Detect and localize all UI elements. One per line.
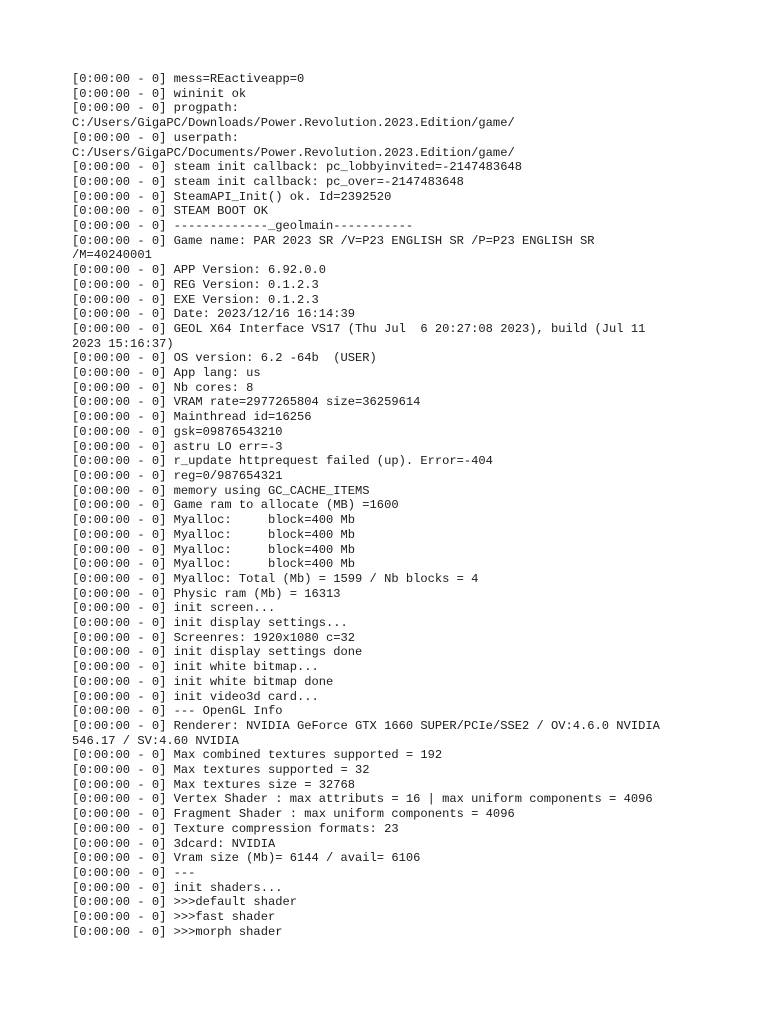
log-line-text: [0:00:00 - 0] init white bitmap...: [72, 660, 319, 675]
log-entry: [72, 675, 712, 690]
log-entry: [72, 572, 712, 587]
log-line-text: [0:00:00 - 0] >>>morph shader: [72, 924, 283, 939]
log-line-text: [0:00:00 - 0] 3dcard: NVIDIA: [72, 836, 276, 851]
log-line-text: [0:00:00 - 0] Mainthread id=16256: [72, 410, 312, 425]
log-entry: [72, 513, 712, 528]
log-line-text: [0:00:00 - 0] init shaders...: [72, 880, 283, 895]
log-entry: [72, 263, 712, 278]
log-entry: [72, 792, 712, 807]
log-entry: [72, 778, 712, 793]
log-line-text: [0:00:00 - 0] App lang: us: [72, 366, 261, 381]
log-entry: [72, 807, 712, 822]
log-line-text: [0:00:00 - 0] Vram size (Mb)= 6144 / avail= 6106: [72, 851, 421, 866]
log-line-text: [0:00:00 - 0] Vertex Shader : max attributs = 16 | max uniform components = 4096: [72, 792, 653, 807]
log-line-text: [0:00:00 - 0] GEOL X64 Interface VS17 (Thu Jul 6 20:27:08 2023), build (Jul 11: [72, 321, 646, 336]
log-entry: [72, 101, 712, 130]
log-line-text: [0:00:00 - 0] Renderer: NVIDIA GeForce GTX 1660 SUPER/PCIe/SSE2 / OV:4.6.0 NVIDIA: [72, 718, 660, 733]
log-line-text: [0:00:00 - 0] APP Version: 6.92.0.0: [72, 263, 327, 278]
log-line-text: [0:00:00 - 0] Physic ram (Mb) = 16313: [72, 586, 341, 601]
log-entry: [72, 528, 712, 543]
log-line-text: [0:00:00 - 0] steam init callback: pc_over=-2147483648: [72, 174, 464, 189]
log-line-text: [0:00:00 - 0] SteamAPI_Init() ok. Id=2392520: [72, 189, 392, 204]
log-entry: [72, 410, 712, 425]
log-entry: [72, 851, 712, 866]
log-entry: [72, 204, 712, 219]
log-line-text: [0:00:00 - 0] Nb cores: 8: [72, 380, 254, 395]
log-entry: [72, 866, 712, 881]
log-entry: [72, 454, 712, 469]
log-entry: [72, 837, 712, 852]
log-entry: [72, 616, 712, 631]
log-line-text: [0:00:00 - 0] >>>default shader: [72, 895, 297, 910]
log-line-text: [0:00:00 - 0] gsk=09876543210: [72, 424, 283, 439]
log-entry: [72, 395, 712, 410]
log-entry: [72, 293, 712, 308]
log-line-text: [0:00:00 - 0] steam init callback: pc_lobbyinvited=-2147483648: [72, 160, 522, 175]
log-line-text: [0:00:00 - 0] Max textures size = 32768: [72, 777, 356, 792]
log-entry: [72, 543, 712, 558]
log-entry: [72, 219, 712, 234]
log-line-continuation: 546.17 / SV:4.60 NVIDIA: [72, 733, 239, 748]
log-entry: [72, 719, 712, 748]
log-entry: [72, 351, 712, 366]
log-document: [72, 72, 712, 939]
log-entry: [72, 469, 712, 484]
log-entry: [72, 175, 712, 190]
log-line-text: [0:00:00 - 0] init display settings done: [72, 645, 363, 660]
log-line-text: [0:00:00 - 0] >>>fast shader: [72, 910, 276, 925]
log-line-text: [0:00:00 - 0] Screenres: 1920x1080 c=32: [72, 630, 356, 645]
log-line-text: [0:00:00 - 0] VRAM rate=2977265804 size=36259614: [72, 395, 421, 410]
log-line-text: [0:00:00 - 0] Date: 2023/12/16 16:14:39: [72, 307, 356, 322]
log-line-text: [0:00:00 - 0] memory using GC_CACHE_ITEMS: [72, 483, 370, 498]
log-line-text: [0:00:00 - 0] Myalloc: block=400 Mb: [72, 542, 356, 557]
log-entry: [72, 278, 712, 293]
log-entry: [72, 160, 712, 175]
log-line-continuation: /M=40240001: [72, 248, 152, 263]
log-entry: [72, 763, 712, 778]
log-line-text: [0:00:00 - 0] Fragment Shader : max uniform components = 4096: [72, 807, 515, 822]
log-line-text: [0:00:00 - 0] Texture compression formats: 23: [72, 821, 399, 836]
log-line-text: [0:00:00 - 0] r_update httprequest failed (up). Error=-404: [72, 454, 493, 469]
log-entry: [72, 704, 712, 719]
log-entry: [72, 87, 712, 102]
log-line-text: [0:00:00 - 0] userpath:: [72, 130, 239, 145]
log-entry: [72, 557, 712, 572]
log-entry: [72, 631, 712, 646]
log-line-continuation: C:/Users/GigaPC/Downloads/Power.Revolution.2023.Edition/game/: [72, 116, 515, 131]
log-entry: [72, 822, 712, 837]
log-line-text: [0:00:00 - 0] progpath:: [72, 101, 239, 116]
log-entry: [72, 587, 712, 602]
log-line-text: [0:00:00 - 0] EXE Version: 0.1.2.3: [72, 292, 319, 307]
log-line-text: [0:00:00 - 0] Game name: PAR 2023 SR /V=P23 ENGLISH SR /P=P23 ENGLISH SR: [72, 233, 595, 248]
log-entry: [72, 498, 712, 513]
log-line-text: [0:00:00 - 0] init screen...: [72, 601, 276, 616]
log-entry: [72, 425, 712, 440]
log-line-text: [0:00:00 - 0] Myalloc: block=400 Mb: [72, 557, 356, 572]
log-entry: [72, 690, 712, 705]
log-line-text: [0:00:00 - 0] STEAM BOOT OK: [72, 204, 268, 219]
log-entry: [72, 366, 712, 381]
log-entry: [72, 660, 712, 675]
log-line-text: [0:00:00 - 0] OS version: 6.2 -64b (USER): [72, 351, 377, 366]
log-entry: [72, 645, 712, 660]
log-entry: [72, 234, 712, 263]
log-line-text: [0:00:00 - 0] ---: [72, 865, 196, 880]
log-entry: [72, 910, 712, 925]
log-line-text: [0:00:00 - 0] Myalloc: Total (Mb) = 1599 / Nb blocks = 4: [72, 571, 479, 586]
log-entry: [72, 484, 712, 499]
log-line-text: [0:00:00 - 0] astru LO err=-3: [72, 439, 283, 454]
log-line-text: [0:00:00 - 0] Max textures supported = 32: [72, 763, 370, 778]
log-entry: [72, 322, 712, 351]
log-entry: [72, 381, 712, 396]
log-entry: [72, 895, 712, 910]
log-line-continuation: C:/Users/GigaPC/Documents/Power.Revolution.2023.Edition/game/: [72, 145, 515, 160]
log-line-continuation: 2023 15:16:37): [72, 336, 174, 351]
log-entry: [72, 440, 712, 455]
log-line-text: [0:00:00 - 0] -------------_geolmain-----------: [72, 219, 414, 234]
log-line-text: [0:00:00 - 0] init white bitmap done: [72, 674, 334, 689]
log-line-text: [0:00:00 - 0] Myalloc: block=400 Mb: [72, 527, 356, 542]
log-line-text: [0:00:00 - 0] reg=0/987654321: [72, 468, 283, 483]
log-line-text: [0:00:00 - 0] init video3d card...: [72, 689, 319, 704]
log-line-text: [0:00:00 - 0] REG Version: 0.1.2.3: [72, 277, 319, 292]
log-entry: [72, 307, 712, 322]
log-entry: [72, 881, 712, 896]
log-entry: [72, 131, 712, 160]
log-line-text: [0:00:00 - 0] mess=REactiveapp=0: [72, 72, 305, 86]
log-entry: [72, 72, 712, 87]
log-entry: [72, 601, 712, 616]
log-entry: [72, 748, 712, 763]
log-line-text: [0:00:00 - 0] Myalloc: block=400 Mb: [72, 513, 356, 528]
log-entry: [72, 190, 712, 205]
log-line-text: [0:00:00 - 0] Game ram to allocate (MB) =1600: [72, 498, 399, 513]
log-line-text: [0:00:00 - 0] wininit ok: [72, 86, 247, 101]
log-entry: [72, 925, 712, 940]
log-line-text: [0:00:00 - 0] Max combined textures supported = 192: [72, 748, 443, 763]
log-line-text: [0:00:00 - 0] --- OpenGL Info: [72, 704, 283, 719]
log-line-text: [0:00:00 - 0] init display settings...: [72, 616, 348, 631]
